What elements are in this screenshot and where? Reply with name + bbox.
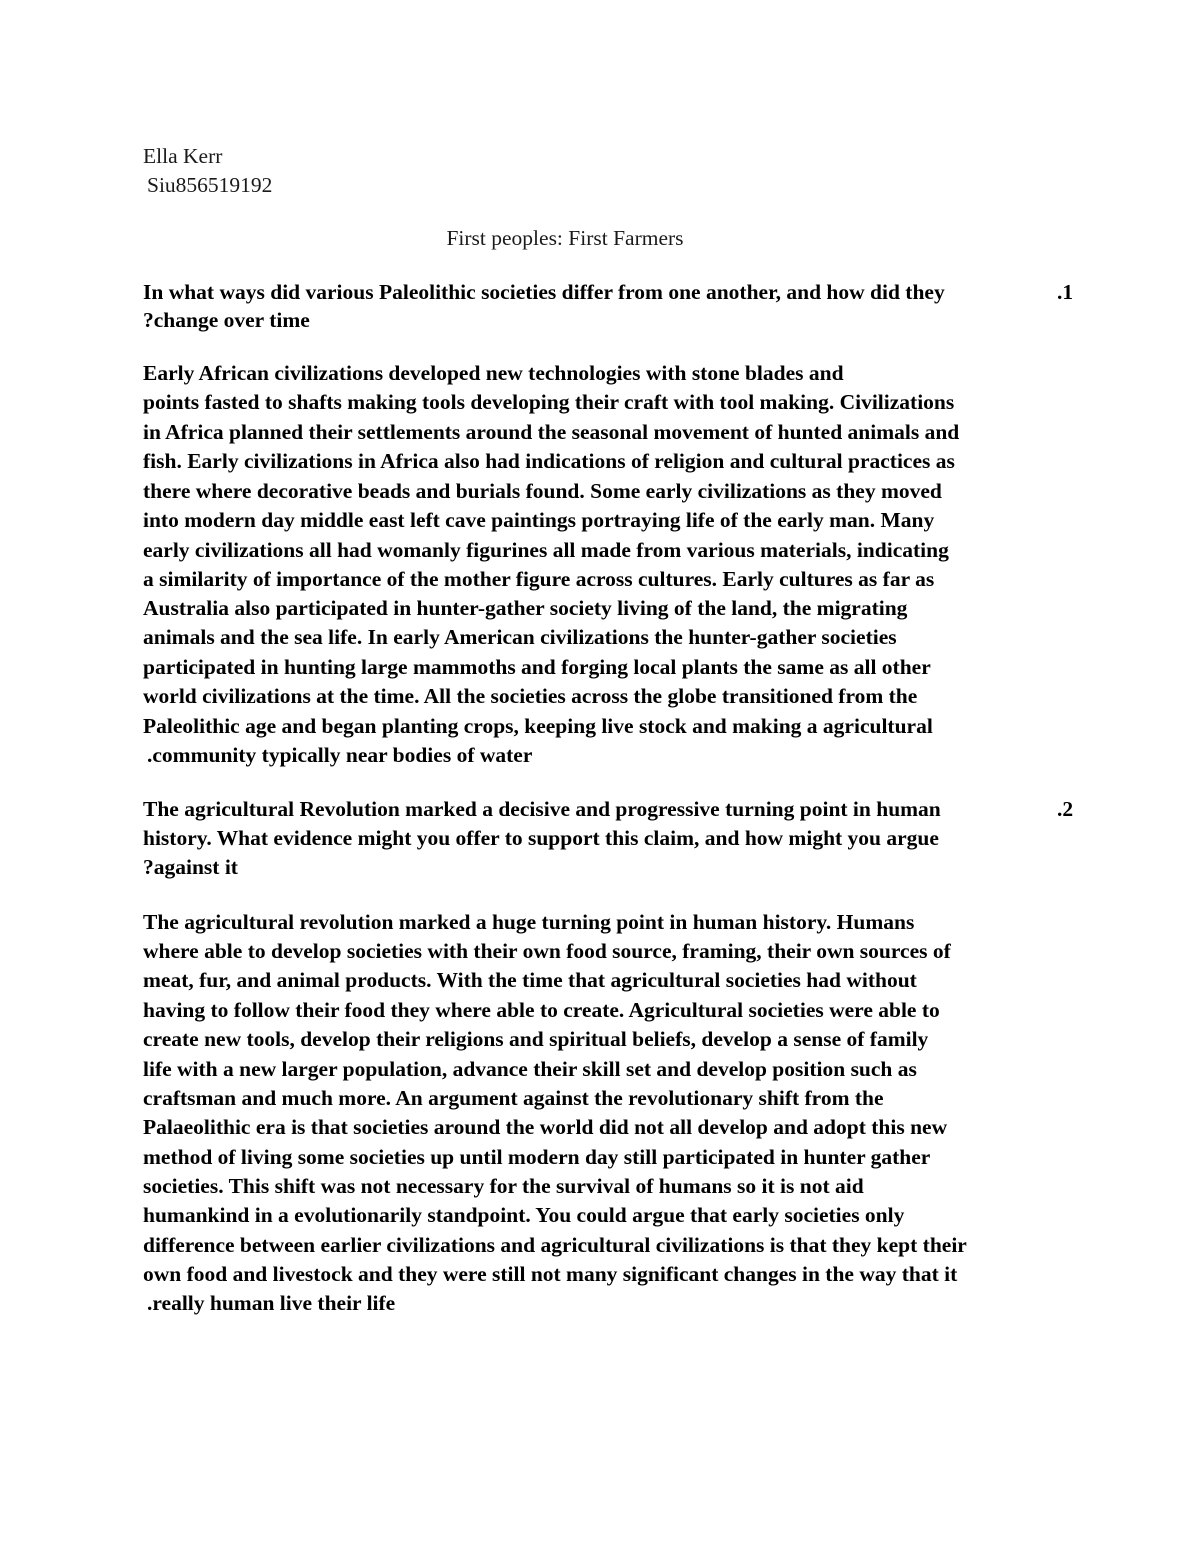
answer-line: there where decorative beads and burials found. Some early civilizations as they moved	[143, 479, 942, 503]
answer-line: participated in hunting large mammoths and forging local plants the same as all other	[143, 655, 931, 679]
answer-line: difference between earlier civilizations and agricultural civilizations is that they kept their	[143, 1233, 967, 1257]
answer-line: craftsman and much more. An argument against the revolutionary shift from the	[143, 1086, 884, 1110]
answer-line: .really human live their life	[147, 1291, 396, 1315]
student-id: Siu856519192	[147, 173, 273, 197]
answer-line: Early African civilizations developed new technologies with stone blades and	[143, 361, 844, 385]
question-line: In what ways did various Paleolithic societies differ from one another, and how did they	[143, 280, 945, 304]
answer-line: into modern day middle east left cave paintings portraying life of the early man. Many	[143, 508, 935, 532]
answer-line: Palaeolithic era is that societies around the world did not all develop and adopt this new	[143, 1115, 948, 1139]
answer-line: where able to develop societies with their own food source, framing, their own sources of	[143, 939, 951, 963]
answer-line: having to follow their food they where able to create. Agricultural societies were able to	[143, 998, 940, 1022]
answer-line: fish. Early civilizations in Africa also had indications of religion and cultural practices as	[143, 449, 955, 473]
answer-line: create new tools, develop their religions and spiritual beliefs, develop a sense of family	[143, 1027, 929, 1051]
answer-line: The agricultural revolution marked a huge turning point in human history. Humans	[143, 910, 915, 934]
question-line: history. What evidence might you offer to support this claim, and how might you argue	[143, 826, 939, 850]
answer-line: .community typically near bodies of water	[147, 743, 533, 767]
answer-line: world civilizations at the time. All the societies across the globe transitioned from the	[143, 684, 918, 708]
answer-line: life with a new larger population, advance their skill set and develop position such as	[143, 1057, 917, 1081]
answer-line: points fasted to shafts making tools developing their craft with tool making. Civilizations	[143, 390, 955, 414]
answer-line: Australia also participated in hunter-gather society living of the land, the migrating	[143, 596, 908, 620]
document-title: First peoples: First Farmers	[446, 226, 684, 250]
answer-line: a similarity of importance of the mother figure across cultures. Early cultures as far as	[143, 567, 935, 591]
answer-line: societies. This shift was not necessary for the survival of humans so it is not aid	[143, 1174, 864, 1198]
answer-line: method of living some societies up until modern day still participated in hunter gather	[143, 1145, 931, 1169]
answer-line: Paleolithic age and began planting crops, keeping live stock and making a agricultural	[143, 714, 933, 738]
question-line: The agricultural Revolution marked a decisive and progressive turning point in human	[143, 797, 941, 821]
answer-line: own food and livestock and they were still not many significant changes in the way that it	[143, 1262, 958, 1286]
answer-line: animals and the sea life. In early American civilizations the hunter-gather societies	[143, 625, 897, 649]
question-line: ?against it	[143, 855, 238, 879]
answer-line: meat, fur, and animal products. With the time that agricultural societies had without	[143, 968, 917, 992]
answer-line: humankind in a evolutionarily standpoint. You could argue that early societies only	[143, 1203, 905, 1227]
answer-line: in Africa planned their settlements around the seasonal movement of hunted animals and	[143, 420, 960, 444]
answer-line: early civilizations all had womanly figurines all made from various materials, indicating	[143, 538, 949, 562]
question-number: .1	[1057, 280, 1074, 304]
author-name: Ella Kerr	[143, 144, 223, 168]
question-number: .2	[1057, 797, 1074, 821]
question-line: ?change over time	[143, 308, 310, 332]
